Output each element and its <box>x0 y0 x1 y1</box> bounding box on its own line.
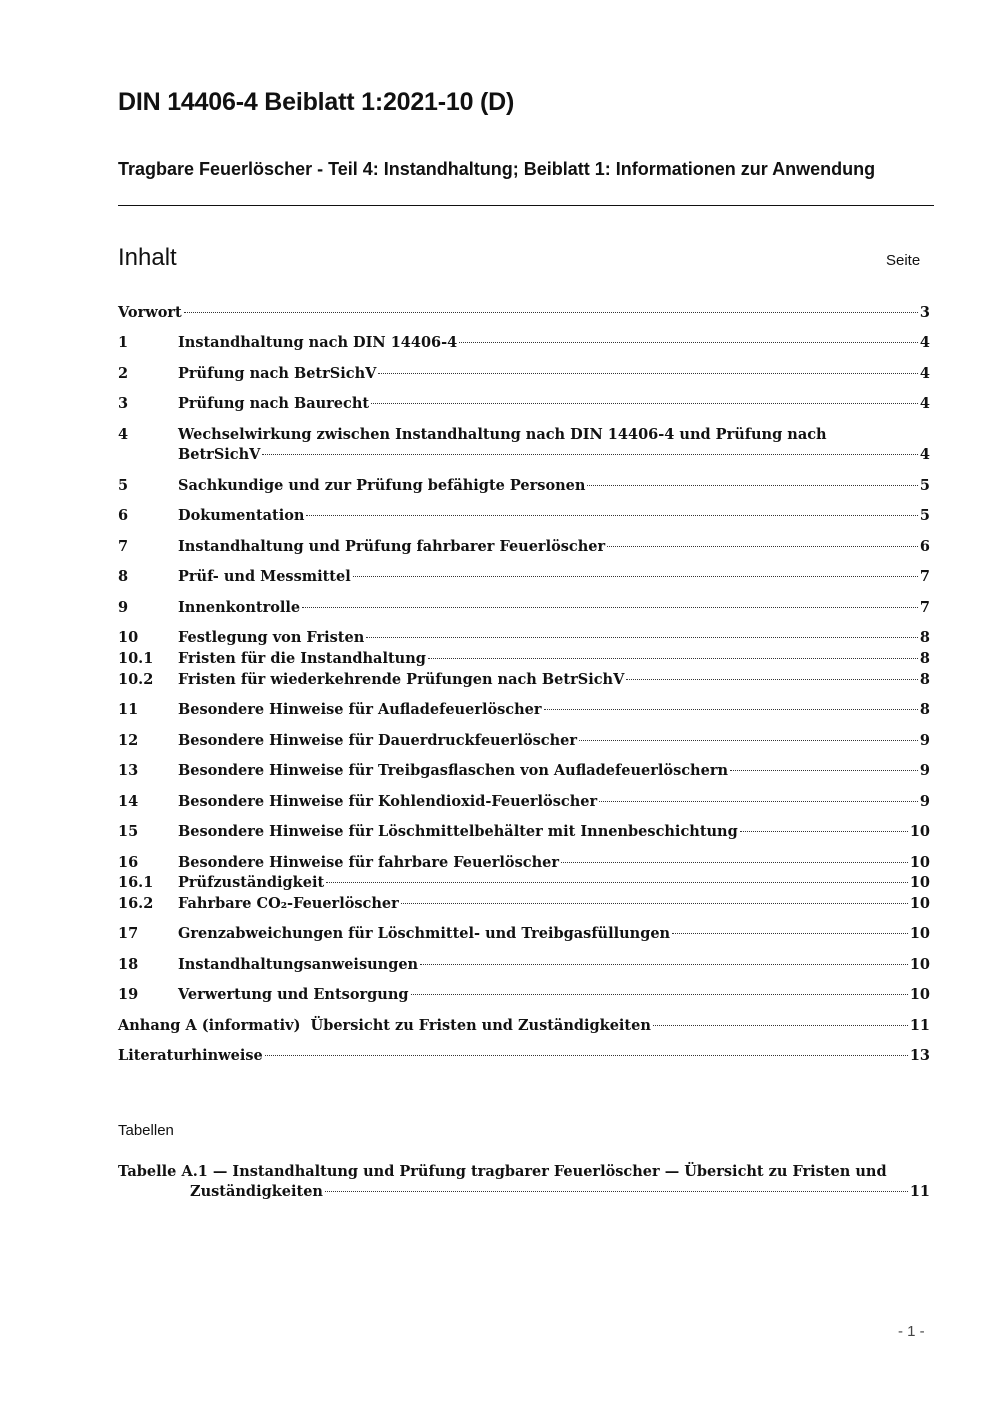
toc-entry-label: Fristen für wiederkehrende Prüfungen nach BetrSichV <box>178 671 625 688</box>
leader-dots <box>544 709 918 710</box>
toc-entry-label: Dokumentation <box>178 507 305 524</box>
toc-subentry[interactable] <box>118 648 930 670</box>
document-title: DIN 14406-4 Beiblatt 1:2021-10 (D) <box>118 88 515 116</box>
toc-entry-label: Anhang A (informativ) Übersicht zu Fristen und Zuständigkeiten <box>118 1017 651 1034</box>
toc-entry-page: 13 <box>909 1047 930 1064</box>
toc-entry[interactable] <box>118 954 930 976</box>
toc-entry[interactable] <box>118 475 930 497</box>
toc-entry-page: 11 <box>909 1017 930 1034</box>
toc-entry-label: Besondere Hinweise für Aufladefeuerlöscher <box>178 701 542 718</box>
toc-entry-number: 1 <box>118 334 129 351</box>
leader-dots <box>302 607 918 608</box>
toc-entry[interactable] <box>118 597 930 619</box>
tables-heading: Tabellen <box>118 1122 174 1139</box>
toc-entry-number: 18 <box>118 956 139 973</box>
leader-dots <box>579 740 918 741</box>
toc-entry-page: 8 <box>919 671 930 688</box>
toc-entry-label: Besondere Hinweise für Löschmittelbehälter mit Innenbeschichtung <box>178 823 738 840</box>
toc-entry-number: 4 <box>118 426 129 443</box>
leader-dots <box>672 933 908 934</box>
leader-dots <box>740 831 908 832</box>
toc-entry-label: Prüf- und Messmittel <box>178 568 351 585</box>
toc-entry[interactable] <box>118 791 930 813</box>
toc-subentry[interactable] <box>118 893 930 915</box>
table-list-entry[interactable] <box>118 1161 930 1205</box>
toc-entry-page: 10 <box>909 925 930 942</box>
toc-entry-number: 16.2 <box>118 895 154 912</box>
toc-entry-label: Besondere Hinweise für Kohlendioxid-Feuerlöscher <box>178 793 598 810</box>
leader-dots <box>459 342 918 343</box>
toc-entry-label: Vorwort <box>118 304 182 321</box>
toc-entry-number: 16.1 <box>118 874 154 891</box>
toc-entry-page: 4 <box>919 334 930 351</box>
toc-entry-number: 13 <box>118 762 139 779</box>
toc-entry[interactable] <box>118 730 930 752</box>
toc-entry-number: 8 <box>118 568 129 585</box>
toc-entry-label: Literaturhinweise <box>118 1047 263 1064</box>
toc-entry[interactable] <box>118 536 930 558</box>
toc-heading: Inhalt <box>118 244 177 271</box>
toc-entry-number: 19 <box>118 986 139 1003</box>
toc-entry-label: Innenkontrolle <box>178 599 301 616</box>
leader-dots <box>306 515 917 516</box>
toc-entry-bibliography[interactable] <box>118 1045 930 1067</box>
toc-entry[interactable] <box>118 363 930 385</box>
leader-dots <box>371 403 918 404</box>
toc-entry-number: 5 <box>118 477 129 494</box>
document-subtitle: Tragbare Feuerlöscher - Teil 4: Instandhaltung; Beiblatt 1: Informationen zur Anwendung <box>118 159 876 179</box>
toc-entry-label: BetrSichV <box>178 446 261 463</box>
toc-entry-label: Besondere Hinweise für Dauerdruckfeuerlöscher <box>178 732 578 749</box>
toc-entry[interactable] <box>118 821 930 843</box>
toc-entry-page: 7 <box>919 599 930 616</box>
toc-entry-label: Sachkundige und zur Prüfung befähigte Personen <box>178 477 586 494</box>
leader-dots <box>326 882 908 883</box>
toc-entry-page: 5 <box>919 477 930 494</box>
toc-page-column-label: Seite <box>886 252 921 269</box>
toc-entry-label: Instandhaltung nach DIN 14406-4 <box>178 334 458 351</box>
toc-entry-number: 10 <box>118 629 139 646</box>
leader-dots <box>265 1055 908 1056</box>
toc-entry-label: Instandhaltung und Prüfung fahrbarer Feuerlöscher <box>178 538 606 555</box>
toc-entry-label: Prüfzuständigkeit <box>178 874 325 891</box>
toc-entry-number: 12 <box>118 732 139 749</box>
toc-entry-page: 8 <box>919 650 930 667</box>
toc-entry-number: 2 <box>118 365 129 382</box>
toc-entry-page: 9 <box>919 732 930 749</box>
toc-entry-page: 8 <box>919 701 930 718</box>
toc-entry[interactable] <box>118 699 930 721</box>
toc-entry-page: 9 <box>919 762 930 779</box>
leader-dots <box>366 637 918 638</box>
toc-entry[interactable] <box>118 760 930 782</box>
toc-entry-page: 10 <box>909 854 930 871</box>
leader-dots <box>626 679 918 680</box>
toc-entry[interactable] <box>118 627 930 649</box>
toc-entry-label: Fahrbare CO₂-Feuerlöscher <box>178 895 399 912</box>
leader-dots <box>428 658 918 659</box>
toc-entry-page: 3 <box>919 304 930 321</box>
toc-entry[interactable] <box>118 984 930 1006</box>
toc-entry-page: 4 <box>919 446 930 463</box>
subtitle-divider <box>118 205 934 206</box>
toc-entry-number: 11 <box>118 701 139 718</box>
toc-subentry[interactable] <box>118 669 930 691</box>
toc-entry-number: 14 <box>118 793 139 810</box>
toc-entry[interactable] <box>118 923 930 945</box>
leader-dots <box>401 903 908 904</box>
leader-dots <box>411 994 908 995</box>
toc-entry-vorwort[interactable] <box>118 302 930 324</box>
toc-entry-page: 6 <box>919 538 930 555</box>
toc-entry-label: Besondere Hinweise für fahrbare Feuerlöscher <box>178 854 559 871</box>
toc-entry-label: Verwertung und Entsorgung <box>178 986 409 1003</box>
table-entry-label-line1: Tabelle A.1 — Instandhaltung und Prüfung tragbarer Feuerlöscher — Übersicht zu Fristen und <box>118 1163 887 1180</box>
toc-entry-page: 10 <box>909 986 930 1003</box>
toc-entry-page: 5 <box>919 507 930 524</box>
leader-dots <box>353 576 918 577</box>
toc-entry-page: 10 <box>909 895 930 912</box>
toc-entry-number: 9 <box>118 599 129 616</box>
toc-entry-page: 4 <box>919 365 930 382</box>
toc-entry-label: Besondere Hinweise für Treibgasflaschen von Aufladefeuerlöschern <box>178 762 729 779</box>
table-entry-label: Zuständigkeiten <box>190 1183 323 1200</box>
toc-entry-number: 10.2 <box>118 671 154 688</box>
toc-entry-page: 7 <box>919 568 930 585</box>
toc-entry[interactable] <box>118 424 930 468</box>
toc-entry-label: Fristen für die Instandhaltung <box>178 650 426 667</box>
toc-entry-label: Festlegung von Fristen <box>178 629 365 646</box>
toc-entry-page: 9 <box>919 793 930 810</box>
toc-entry-number: 10.1 <box>118 650 154 667</box>
leader-dots <box>378 373 918 374</box>
table-entry-page: 11 <box>909 1183 930 1200</box>
leader-dots <box>262 454 917 455</box>
toc-entry-number: 7 <box>118 538 129 555</box>
toc-entry-page: 10 <box>909 874 930 891</box>
leader-dots <box>587 485 917 486</box>
toc-entry-label: Prüfung nach Baurecht <box>178 395 370 412</box>
toc-entry-number: 15 <box>118 823 139 840</box>
toc-entry[interactable] <box>118 505 930 527</box>
leader-dots <box>561 862 908 863</box>
toc-entry-number: 3 <box>118 395 129 412</box>
leader-dots <box>325 1191 908 1192</box>
toc-entry-number: 6 <box>118 507 129 524</box>
toc-entry-label: Grenzabweichungen für Löschmittel- und Treibgasfüllungen <box>178 925 671 942</box>
toc-subentry[interactable] <box>118 872 930 894</box>
toc-entry-number: 17 <box>118 925 139 942</box>
toc-entry-label-line1: Wechselwirkung zwischen Instandhaltung nach DIN 14406-4 und Prüfung nach <box>178 426 827 443</box>
toc-entry-label: Instandhaltungsanweisungen <box>178 956 419 973</box>
toc-entry-annex-a[interactable] <box>118 1015 930 1037</box>
toc-entry-page: 8 <box>919 629 930 646</box>
toc-entry-page: 10 <box>909 956 930 973</box>
leader-dots <box>607 546 918 547</box>
leader-dots <box>653 1025 908 1026</box>
page-number: - 1 - <box>898 1323 925 1340</box>
toc-entry[interactable] <box>118 332 930 354</box>
toc-entry-page: 4 <box>919 395 930 412</box>
leader-dots <box>730 770 918 771</box>
leader-dots <box>184 312 918 313</box>
leader-dots <box>599 801 918 802</box>
toc-entry-number: 16 <box>118 854 139 871</box>
toc-entry-page: 10 <box>909 823 930 840</box>
toc-entry[interactable] <box>118 393 930 415</box>
toc-entry[interactable] <box>118 566 930 588</box>
toc-entry-label: Prüfung nach BetrSichV <box>178 365 377 382</box>
leader-dots <box>420 964 908 965</box>
toc-entry[interactable] <box>118 852 930 874</box>
